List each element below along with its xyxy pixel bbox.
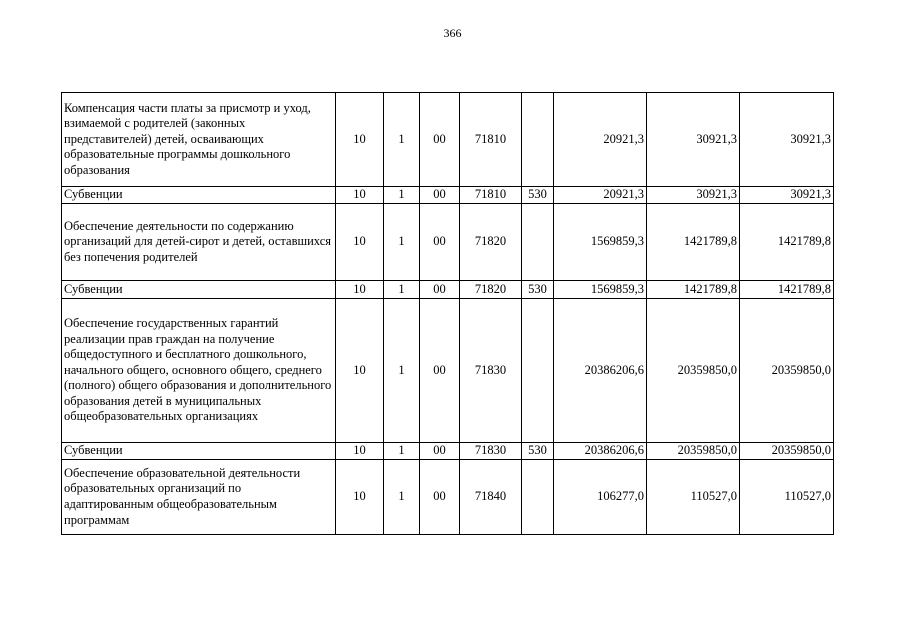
amount-cell-1: 20386206,6 (554, 443, 647, 460)
row-name-cell: Субвенции (62, 187, 336, 204)
row-name-cell: Обеспечение образовательной деятельности образовательных организаций по адаптированным общеобразовательным программам (62, 460, 336, 535)
section-code-cell: 10 (336, 443, 384, 460)
article-code-cell: 71830 (460, 299, 522, 443)
budget-table (61, 92, 834, 535)
expense-type-cell: 530 (522, 443, 554, 460)
subsection-code-cell: 1 (384, 93, 420, 187)
subsection-code-cell: 1 (384, 460, 420, 535)
table-row (62, 281, 834, 299)
subsection-code-cell: 1 (384, 187, 420, 204)
article-code-cell: 71840 (460, 460, 522, 535)
section-code-cell: 10 (336, 460, 384, 535)
amount-cell-2: 1421789,8 (647, 281, 740, 299)
amount-cell-3: 20359850,0 (740, 299, 834, 443)
amount-cell-1: 1569859,3 (554, 281, 647, 299)
program-code-cell: 00 (420, 281, 460, 299)
amount-cell-2: 20359850,0 (647, 299, 740, 443)
amount-cell-1: 106277,0 (554, 460, 647, 535)
expense-type-cell: 530 (522, 281, 554, 299)
article-code-cell: 71810 (460, 187, 522, 204)
amount-cell-2: 1421789,8 (647, 204, 740, 281)
article-code-cell: 71810 (460, 93, 522, 187)
amount-cell-3: 110527,0 (740, 460, 834, 535)
program-code-cell: 00 (420, 299, 460, 443)
amount-cell-3: 1421789,8 (740, 281, 834, 299)
table-row (62, 299, 834, 443)
amount-cell-2: 30921,3 (647, 187, 740, 204)
amount-cell-3: 20359850,0 (740, 443, 834, 460)
table-row (62, 204, 834, 281)
amount-cell-3: 1421789,8 (740, 204, 834, 281)
table-row (62, 460, 834, 535)
program-code-cell: 00 (420, 443, 460, 460)
expense-type-cell: 530 (522, 187, 554, 204)
amount-cell-1: 20921,3 (554, 93, 647, 187)
row-name-cell: Субвенции (62, 281, 336, 299)
table-row (62, 93, 834, 187)
amount-cell-1: 20921,3 (554, 187, 647, 204)
section-code-cell: 10 (336, 187, 384, 204)
article-code-cell: 71820 (460, 204, 522, 281)
amount-cell-1: 20386206,6 (554, 299, 647, 443)
amount-cell-2: 110527,0 (647, 460, 740, 535)
program-code-cell: 00 (420, 204, 460, 281)
amount-cell-3: 30921,3 (740, 187, 834, 204)
amount-cell-2: 20359850,0 (647, 443, 740, 460)
amount-cell-1: 1569859,3 (554, 204, 647, 281)
table-row (62, 187, 834, 204)
amount-cell-3: 30921,3 (740, 93, 834, 187)
program-code-cell: 00 (420, 187, 460, 204)
expense-type-cell (522, 299, 554, 443)
section-code-cell: 10 (336, 204, 384, 281)
program-code-cell: 00 (420, 460, 460, 535)
section-code-cell: 10 (336, 281, 384, 299)
row-name-cell: Обеспечение государственных гарантий реализации прав граждан на получение общедоступного и бесплатного дошкольного, начального общего, основного общего, среднего (полного) общего образования и дополнительного образования детей в муниципальных общеобразовательных организациях (62, 299, 336, 443)
row-name-cell: Компенсация части платы за присмотр и уход, взимаемой с родителей (законных представителей) детей, осваивающих образовательные программы дошкольного образования (62, 93, 336, 187)
subsection-code-cell: 1 (384, 204, 420, 281)
amount-cell-2: 30921,3 (647, 93, 740, 187)
article-code-cell: 71830 (460, 443, 522, 460)
row-name-cell: Обеспечение деятельности по содержанию организаций для детей-сирот и детей, оставшихся без попечения родителей (62, 204, 336, 281)
subsection-code-cell: 1 (384, 299, 420, 443)
subsection-code-cell: 1 (384, 281, 420, 299)
expense-type-cell (522, 204, 554, 281)
page-number: 366 (443, 26, 462, 40)
row-name-cell: Субвенции (62, 443, 336, 460)
article-code-cell: 71820 (460, 281, 522, 299)
expense-type-cell (522, 460, 554, 535)
table-row (62, 443, 834, 460)
subsection-code-cell: 1 (384, 443, 420, 460)
section-code-cell: 10 (336, 299, 384, 443)
section-code-cell: 10 (336, 93, 384, 187)
program-code-cell: 00 (420, 93, 460, 187)
expense-type-cell (522, 93, 554, 187)
